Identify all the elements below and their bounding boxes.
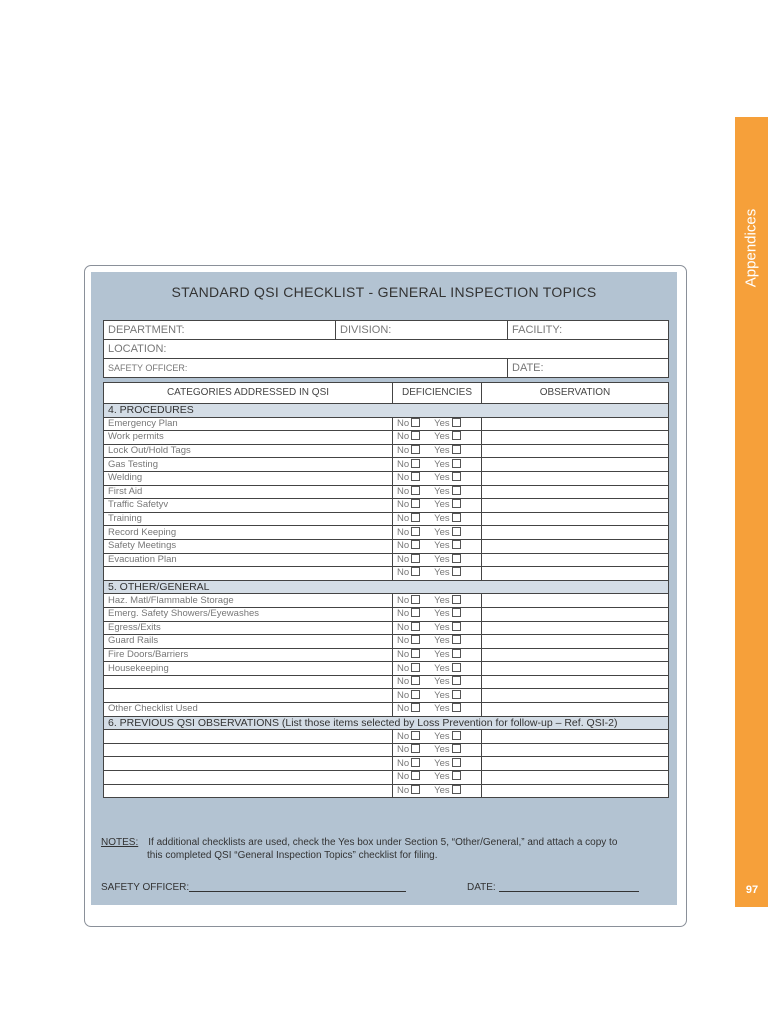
yes-checkbox[interactable]: [452, 663, 461, 672]
no-label: No: [397, 445, 410, 457]
yes-label: Yes: [434, 662, 450, 674]
category-cell: Fire Doors/Barriers: [104, 648, 393, 662]
no-label: No: [397, 757, 410, 769]
section-title: 6. PREVIOUS QSI OBSERVATIONS (List those items selected by Loss Prevention for follow-up – Ref. QSI-2): [104, 716, 669, 730]
observation-cell[interactable]: [482, 526, 669, 540]
category-cell: [104, 689, 393, 703]
yes-label: Yes: [434, 744, 450, 756]
checklist-row: [104, 703, 669, 717]
deficiency-cell: [393, 771, 482, 785]
no-checkbox[interactable]: [411, 527, 420, 536]
category-cell: Emergency Plan: [104, 417, 393, 431]
no-label: No: [397, 744, 410, 756]
deficiency-cell: [393, 485, 482, 499]
observation-cell[interactable]: [482, 675, 669, 689]
checklist-row: [104, 771, 669, 785]
category-cell: [104, 675, 393, 689]
yes-label: Yes: [434, 594, 450, 606]
yes-label: Yes: [434, 689, 450, 701]
yes-checkbox[interactable]: [452, 595, 461, 604]
yes-label: Yes: [434, 730, 450, 742]
yes-label: Yes: [434, 485, 450, 497]
no-checkbox[interactable]: [411, 703, 420, 712]
yes-checkbox[interactable]: [452, 486, 461, 495]
deficiency-cell: [393, 444, 482, 458]
no-label: No: [397, 540, 410, 552]
checklist-row: [104, 648, 669, 662]
no-label: No: [397, 594, 410, 606]
checklist-row: [104, 526, 669, 540]
deficiency-cell: [393, 743, 482, 757]
no-label: No: [397, 472, 410, 484]
checklist-row: [104, 458, 669, 472]
deficiency-cell: [393, 526, 482, 540]
category-cell: First Aid: [104, 485, 393, 499]
observation-cell[interactable]: [482, 539, 669, 553]
checklist-row: [104, 553, 669, 567]
no-label: No: [397, 703, 410, 715]
checklist-row: [104, 512, 669, 526]
category-cell: Record Keeping: [104, 526, 393, 540]
yes-label: Yes: [434, 676, 450, 688]
yes-checkbox[interactable]: [452, 785, 461, 794]
deficiency-cell: [393, 784, 482, 798]
observation-cell[interactable]: [482, 771, 669, 785]
no-label: No: [397, 431, 410, 443]
no-checkbox[interactable]: [411, 731, 420, 740]
division-field[interactable]: DIVISION:: [336, 321, 508, 340]
yes-checkbox[interactable]: [452, 459, 461, 468]
no-label: No: [397, 499, 410, 511]
yes-checkbox[interactable]: [452, 758, 461, 767]
yes-checkbox[interactable]: [452, 472, 461, 481]
yes-checkbox[interactable]: [452, 676, 461, 685]
yes-checkbox[interactable]: [452, 527, 461, 536]
yes-label: Yes: [434, 621, 450, 633]
no-label: No: [397, 513, 410, 525]
observation-cell[interactable]: [482, 662, 669, 676]
yes-label: Yes: [434, 608, 450, 620]
no-checkbox[interactable]: [411, 431, 420, 440]
category-cell: Haz. Matl/Flammable Storage: [104, 594, 393, 608]
yes-checkbox[interactable]: [452, 771, 461, 780]
yes-checkbox[interactable]: [452, 540, 461, 549]
no-label: No: [397, 676, 410, 688]
no-label: No: [397, 648, 410, 660]
observation-cell[interactable]: [482, 431, 669, 445]
header-table: [103, 320, 669, 378]
category-cell: [104, 784, 393, 798]
no-label: No: [397, 635, 410, 647]
yes-label: Yes: [434, 431, 450, 443]
yes-label: Yes: [434, 784, 450, 796]
notes-text-line2: this completed QSI “General Inspection Topics” checklist for filing.: [147, 850, 438, 861]
observation-cell[interactable]: [482, 567, 669, 581]
deficiency-cell: [393, 431, 482, 445]
observation-cell[interactable]: [482, 784, 669, 798]
no-checkbox[interactable]: [411, 635, 420, 644]
section-header: [104, 404, 669, 418]
checklist-row: [104, 471, 669, 485]
deficiency-cell: [393, 648, 482, 662]
yes-label: Yes: [434, 445, 450, 457]
category-cell: Work permits: [104, 431, 393, 445]
appendices-tab-label: Appendices: [742, 208, 760, 288]
observation-cell[interactable]: [482, 499, 669, 513]
deficiency-cell: [393, 607, 482, 621]
observation-cell[interactable]: [482, 757, 669, 771]
no-label: No: [397, 771, 410, 783]
checklist-row: [104, 417, 669, 431]
section-header: [104, 716, 669, 730]
no-checkbox[interactable]: [411, 608, 420, 617]
category-cell: [104, 743, 393, 757]
signature-date[interactable]: [467, 882, 639, 893]
checklist-row: [104, 539, 669, 553]
category-cell: Gas Testing: [104, 458, 393, 472]
observation-cell[interactable]: [482, 743, 669, 757]
deficiency-cell: [393, 621, 482, 635]
category-cell: Welding: [104, 471, 393, 485]
department-field[interactable]: DEPARTMENT:: [104, 321, 336, 340]
no-checkbox[interactable]: [411, 690, 420, 699]
observation-cell[interactable]: [482, 703, 669, 717]
no-label: No: [397, 730, 410, 742]
no-checkbox[interactable]: [411, 459, 420, 468]
yes-label: Yes: [434, 757, 450, 769]
checklist-row: [104, 675, 669, 689]
observation-cell[interactable]: [482, 458, 669, 472]
no-checkbox[interactable]: [411, 499, 420, 508]
no-checkbox[interactable]: [411, 472, 420, 481]
checklist-row: [104, 757, 669, 771]
form-title: STANDARD QSI CHECKLIST - GENERAL INSPECTION TOPICS: [171, 284, 597, 300]
no-label: No: [397, 621, 410, 633]
yes-checkbox[interactable]: [452, 445, 461, 454]
no-checkbox[interactable]: [411, 663, 420, 672]
checklist-row: [104, 635, 669, 649]
deficiencies-column-header: DEFICIENCIES: [393, 383, 482, 404]
no-checkbox[interactable]: [411, 771, 420, 780]
checklist-row: [104, 485, 669, 499]
no-checkbox[interactable]: [411, 649, 420, 658]
yes-label: Yes: [434, 540, 450, 552]
facility-field[interactable]: FACILITY:: [508, 321, 669, 340]
no-checkbox[interactable]: [411, 785, 420, 794]
no-checkbox[interactable]: [411, 622, 420, 631]
deficiency-cell: [393, 689, 482, 703]
category-cell: [104, 771, 393, 785]
yes-label: Yes: [434, 499, 450, 511]
yes-label: Yes: [434, 635, 450, 647]
deficiency-cell: [393, 675, 482, 689]
yes-label: Yes: [434, 526, 450, 538]
no-label: No: [397, 608, 410, 620]
safety-officer-field[interactable]: SAFETY OFFICER:: [104, 359, 508, 378]
signature-safety-officer-label: SAFETY OFFICER:: [101, 882, 190, 893]
section-header: [104, 580, 669, 594]
checklist-row: [104, 743, 669, 757]
category-cell: Egress/Exits: [104, 621, 393, 635]
observation-cell[interactable]: [482, 621, 669, 635]
yes-label: Yes: [434, 472, 450, 484]
notes-label: NOTES:: [101, 837, 139, 848]
yes-label: Yes: [434, 771, 450, 783]
no-label: No: [397, 689, 410, 701]
yes-checkbox[interactable]: [452, 690, 461, 699]
deficiency-cell: [393, 499, 482, 513]
no-checkbox[interactable]: [411, 486, 420, 495]
yes-checkbox[interactable]: [452, 567, 461, 576]
yes-label: Yes: [434, 513, 450, 525]
yes-checkbox[interactable]: [452, 649, 461, 658]
notes-text-line1: If additional checklists are used, check the Yes box under Section 5, “Other/General,” and attach a copy to: [148, 837, 618, 848]
checklist-row: [104, 444, 669, 458]
checklist-row: [104, 662, 669, 676]
deficiency-cell: [393, 458, 482, 472]
no-label: No: [397, 662, 410, 674]
observation-cell[interactable]: [482, 485, 669, 499]
category-cell: [104, 757, 393, 771]
no-checkbox[interactable]: [411, 758, 420, 767]
yes-checkbox[interactable]: [452, 554, 461, 563]
no-checkbox[interactable]: [411, 513, 420, 522]
yes-checkbox[interactable]: [452, 513, 461, 522]
category-cell: Lock Out/Hold Tags: [104, 444, 393, 458]
no-label: No: [397, 417, 410, 429]
checklist-table: [103, 382, 669, 798]
deficiency-cell: [393, 539, 482, 553]
yes-label: Yes: [434, 567, 450, 579]
deficiency-cell: [393, 567, 482, 581]
yes-checkbox[interactable]: [452, 499, 461, 508]
page-number: 97: [745, 884, 759, 896]
yes-label: Yes: [434, 553, 450, 565]
observation-cell[interactable]: [482, 553, 669, 567]
no-checkbox[interactable]: [411, 445, 420, 454]
no-checkbox[interactable]: [411, 595, 420, 604]
no-label: No: [397, 485, 410, 497]
signature-safety-officer[interactable]: [101, 882, 406, 893]
observation-cell[interactable]: [482, 607, 669, 621]
observation-cell[interactable]: [482, 730, 669, 744]
category-cell: [104, 567, 393, 581]
observation-cell[interactable]: [482, 444, 669, 458]
no-label: No: [397, 553, 410, 565]
no-label: No: [397, 526, 410, 538]
yes-checkbox[interactable]: [452, 431, 461, 440]
observation-cell[interactable]: [482, 689, 669, 703]
date-field[interactable]: DATE:: [508, 359, 669, 378]
category-cell: Evacuation Plan: [104, 553, 393, 567]
no-label: No: [397, 458, 410, 470]
yes-label: Yes: [434, 648, 450, 660]
deficiency-cell: [393, 703, 482, 717]
observation-cell[interactable]: [482, 594, 669, 608]
observation-cell[interactable]: [482, 512, 669, 526]
category-cell: Emerg. Safety Showers/Eyewashes: [104, 607, 393, 621]
category-cell: Other Checklist Used: [104, 703, 393, 717]
checklist-row: [104, 499, 669, 513]
deficiency-cell: [393, 757, 482, 771]
observation-cell[interactable]: [482, 635, 669, 649]
yes-label: Yes: [434, 417, 450, 429]
no-label: No: [397, 784, 410, 796]
section-title: 4. PROCEDURES: [104, 404, 669, 418]
location-field[interactable]: LOCATION:: [104, 340, 669, 359]
yes-label: Yes: [434, 458, 450, 470]
checklist-row: [104, 594, 669, 608]
yes-checkbox[interactable]: [452, 622, 461, 631]
yes-checkbox[interactable]: [452, 635, 461, 644]
no-checkbox[interactable]: [411, 744, 420, 753]
observation-cell[interactable]: [482, 648, 669, 662]
signature-line[interactable]: [189, 891, 406, 892]
category-cell: Training: [104, 512, 393, 526]
yes-checkbox[interactable]: [452, 418, 461, 427]
deficiency-cell: [393, 662, 482, 676]
checklist-row: [104, 567, 669, 581]
no-label: No: [397, 567, 410, 579]
categories-column-header: CATEGORIES ADDRESSED IN QSI: [104, 383, 393, 404]
observation-cell[interactable]: [482, 417, 669, 431]
no-checkbox[interactable]: [411, 418, 420, 427]
notes: [101, 836, 669, 862]
no-checkbox[interactable]: [411, 567, 420, 576]
category-cell: Housekeeping: [104, 662, 393, 676]
category-cell: [104, 730, 393, 744]
observation-column-header: OBSERVATION: [482, 383, 669, 404]
yes-checkbox[interactable]: [452, 703, 461, 712]
no-checkbox[interactable]: [411, 676, 420, 685]
category-cell: Guard Rails: [104, 635, 393, 649]
checklist-row: [104, 730, 669, 744]
yes-checkbox[interactable]: [452, 731, 461, 740]
deficiency-cell: [393, 730, 482, 744]
checklist-row: [104, 621, 669, 635]
category-cell: Traffic Safetyv: [104, 499, 393, 513]
deficiency-cell: [393, 553, 482, 567]
deficiency-cell: [393, 635, 482, 649]
category-cell: Safety Meetings: [104, 539, 393, 553]
checklist-row: [104, 689, 669, 703]
yes-checkbox[interactable]: [452, 744, 461, 753]
checklist-row: [104, 431, 669, 445]
deficiency-cell: [393, 471, 482, 485]
checklist-row: [104, 607, 669, 621]
yes-label: Yes: [434, 703, 450, 715]
no-checkbox[interactable]: [411, 554, 420, 563]
deficiency-cell: [393, 512, 482, 526]
yes-checkbox[interactable]: [452, 608, 461, 617]
observation-cell[interactable]: [482, 471, 669, 485]
deficiency-cell: [393, 594, 482, 608]
date-line[interactable]: [499, 891, 639, 892]
checklist-row: [104, 784, 669, 798]
signature-date-label: DATE:: [467, 882, 496, 893]
no-checkbox[interactable]: [411, 540, 420, 549]
deficiency-cell: [393, 417, 482, 431]
section-title: 5. OTHER/GENERAL: [104, 580, 669, 594]
